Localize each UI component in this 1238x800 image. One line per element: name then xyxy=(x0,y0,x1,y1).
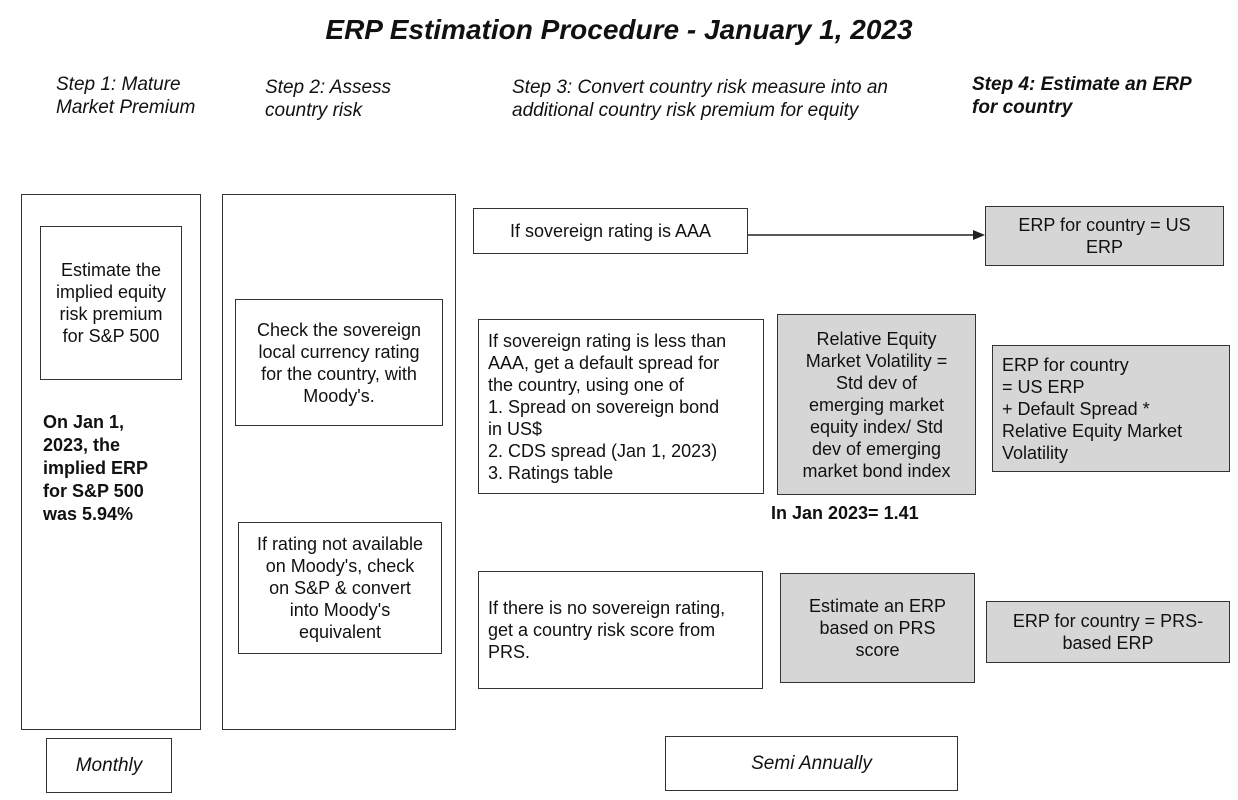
us-erp-box: ERP for country = US ERP xyxy=(985,206,1224,266)
step4-header: Step 4: Estimate an ERP for country xyxy=(972,74,1192,118)
semi-annually-label: Semi Annually xyxy=(665,736,958,791)
check-sovereign-rating-box: Check the sovereign local currency rating for the country, with Moody's. xyxy=(235,299,443,426)
step2-header: Step 2: Assess country risk xyxy=(265,77,392,121)
relative-volatility-box: Relative Equity Market Volatility = Std dev of emerging market equity index/ Std dev of emerging market bond index xyxy=(777,314,976,495)
step1-header: Step 1: Mature Market Premium xyxy=(56,74,196,118)
page-title: ERP Estimation Procedure - January 1, 2023 xyxy=(325,14,913,45)
erp-formula-box: ERP for country = US ERP + Default Spread * Relative Equity Market Volatility xyxy=(992,345,1230,472)
estimate-implied-erp-box: Estimate the implied equity risk premium for S&P 500 xyxy=(40,226,182,380)
no-sovereign-rating-box: If there is no sovereign rating, get a country risk score from PRS. xyxy=(478,571,763,689)
rating-not-available-box: If rating not available on Moody's, check on S&P & convert into Moody's equivalent xyxy=(238,522,442,654)
prs-erp-estimate-box: Estimate an ERP based on PRS score xyxy=(780,573,975,683)
less-than-aaa-box: If sovereign rating is less than AAA, get a default spread for the country, using one of 1. Spread on sovereign bond in US$ 2. CDS spread (Jan 1, 2023) 3. Ratings table xyxy=(478,319,764,494)
step3-header: Step 3: Convert country risk measure into an additional country risk premium for equity xyxy=(512,77,888,121)
implied-erp-note: On Jan 1, 2023, the implied ERP for S&P 500 was 5.94% xyxy=(43,412,149,524)
volatility-value-note: In Jan 2023= 1.41 xyxy=(771,503,919,523)
aaa-rating-box: If sovereign rating is AAA xyxy=(473,208,748,254)
monthly-label: Monthly xyxy=(46,738,172,793)
prs-based-erp-box: ERP for country = PRS- based ERP xyxy=(986,601,1230,663)
